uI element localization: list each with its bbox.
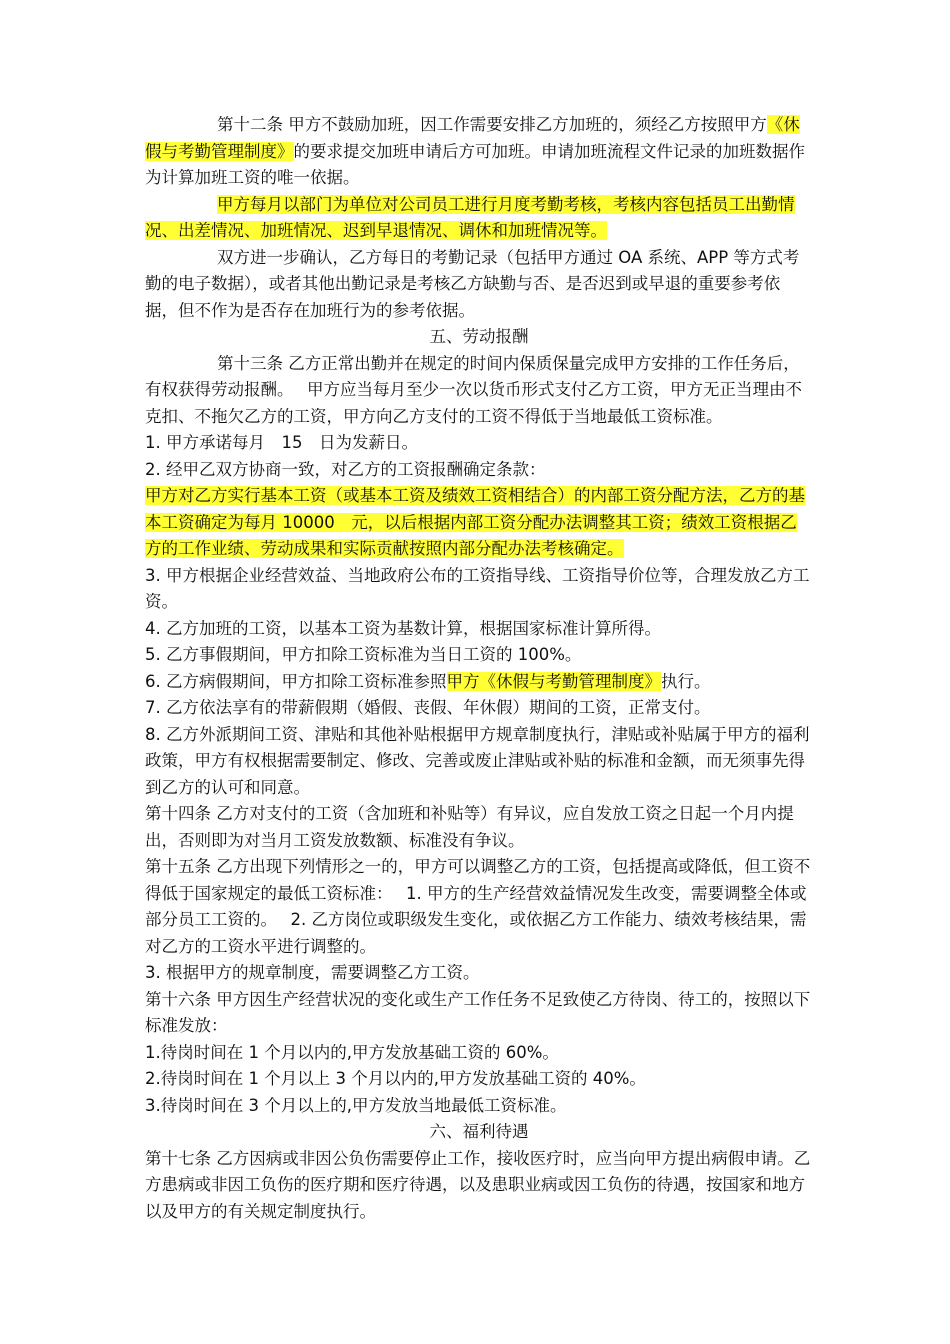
article-16-item-2: 2.待岗时间在 1 个月以上 3 个月以内的,甲方发放基础工资的 40%。 — [145, 1069, 646, 1088]
highlighted-text: 甲方对乙方实行基本工资（或基本工资及绩效工资相结合）的内部工资分配方法，乙方的基本工资确定为每月 10000 元，以后根据内部工资分配办法调整其工资；绩效工资根据乙方的工作业绩、劳动成果和实际贡献按照内部分配办法考核确定。 — [145, 486, 805, 558]
article-13-item-1: 1. 甲方承诺每月 15 日为发薪日。 — [145, 433, 418, 452]
article-13-item-3: 3. 甲方根据企业经营效益、当地政府公布的工资指导线、工资指导价位等，合理发放乙方工资。 — [145, 565, 810, 611]
article-13-item-6: 6. 乙方病假期间，甲方扣除工资标准参照甲方《休假与考勤管理制度》执行。 — [145, 671, 711, 691]
article-16-item-1: 1.待岗时间在 1 个月以内的,甲方发放基础工资的 60%。 — [145, 1042, 559, 1062]
article-13-item-5: 5. 乙方事假期间，甲方扣除工资标准为当日工资的 100%。 — [145, 645, 582, 664]
attendance-assessment-paragraph — [145, 192, 813, 245]
article-13-item-8: 8. 乙方外派期间工资、津贴和其他补贴根据甲方规章制度执行，津贴或补贴属于甲方的福利政策，甲方有权根据需要制定、修改、完善或废止津贴或补贴的标准和金额，而无须事先得到乙方的认可和同意。 — [145, 724, 810, 797]
section-6-heading: 六、福利待遇 — [429, 1122, 529, 1141]
article-13-item-4: 4. 乙方加班的工资，以基本工资为基数计算，根据国家标准计算所得。 — [145, 618, 661, 638]
article-15-item-3: 3. 根据甲方的规章制度，需要调整乙方工资。 — [145, 963, 480, 982]
highlighted-text: 甲方《休假与考勤管理制度》 — [446, 671, 661, 691]
highlighted-text: 甲方每月以部门为单位对公司员工进行月度考勤考核，考核内容包括员工出勤情况、出差情况、加班情况、迟到早退情况、调休和加班情况等。 — [145, 194, 795, 240]
highlighted-text: 《休假与考勤管理制度》 — [145, 115, 800, 161]
section-5-heading: 五、劳动报酬 — [429, 327, 529, 346]
attendance-record-paragraph: 双方进一步确认，乙方每日的考勤记录（包括甲方通过 OA 系统、APP 等方式考勤的电子数据），或者其他出勤记录是考核乙方缺勤与否、是否迟到或早退的重要参考依据，但不作为是否存在加班行为的参考依据。 — [145, 247, 800, 320]
article-17-paragraph: 第十七条 乙方因病或非因公负伤需要停止工作，接收医疗时，应当向甲方提出病假申请。乙方患病或非因工负伤的医疗期和医疗待遇，以及患职业病或因工负伤的待遇，按国家和地方以及甲方的有关规定制度执行。 — [145, 1148, 811, 1221]
article-13-item-2: 2. 经甲乙双方协商一致，对乙方的工资报酬确定条款： — [145, 459, 546, 479]
article-13-paragraph: 第十三条 乙方正常出勤并在规定的时间内保质保量完成甲方安排的工作任务后，有权获得劳动报酬。 甲方应当每月至少一次以货币形式支付乙方工资，甲方无正当理由不克扣、不拖欠乙方的工资，甲方向乙方支付的工资不得低于当地最低工资标准。 — [145, 353, 802, 426]
article-15-paragraph: 第十五条 乙方出现下列情形之一的，甲方可以调整乙方的工资，包括提高或降低，但工资不得低于国家规定的最低工资标准： 1. 甲方的生产经营效益情况发生改变，需要调整全体或部分员工工资的。 2. 乙方岗位或职级发生变化，或依据乙方工作能力、绩效考核结果，需对乙方的工资水平进行调整的。 — [145, 857, 811, 956]
article-13-item-7: 7. 乙方依法享有的带薪假期（婚假、丧假、年休假）期间的工资，正常支付。 — [145, 698, 711, 717]
salary-terms-paragraph — [145, 483, 813, 563]
article-12-paragraph: 第十二条 甲方不鼓励加班，因工作需要安排乙方加班的，须经乙方按照甲方《休假与考勤管理制度》的要求提交加班申请后方可加班。申请加班流程文件记录的加班数据作为计算加班工资的唯一依据。 — [145, 115, 805, 187]
article-16-paragraph: 第十六条 甲方因生产经营状况的变化或生产工作任务不足致使乙方待岗、待工的，按照以下标准发放： — [145, 989, 811, 1035]
document-page — [145, 112, 813, 1225]
article-16-item-3: 3.待岗时间在 3 个月以上的,甲方发放当地最低工资标准。 — [145, 1095, 567, 1115]
article-14-paragraph: 第十四条 乙方对支付的工资（含加班和补贴等）有异议，应自发放工资之日起一个月内提出，否则即为对当月工资发放数额、标准没有争议。 — [145, 804, 794, 850]
